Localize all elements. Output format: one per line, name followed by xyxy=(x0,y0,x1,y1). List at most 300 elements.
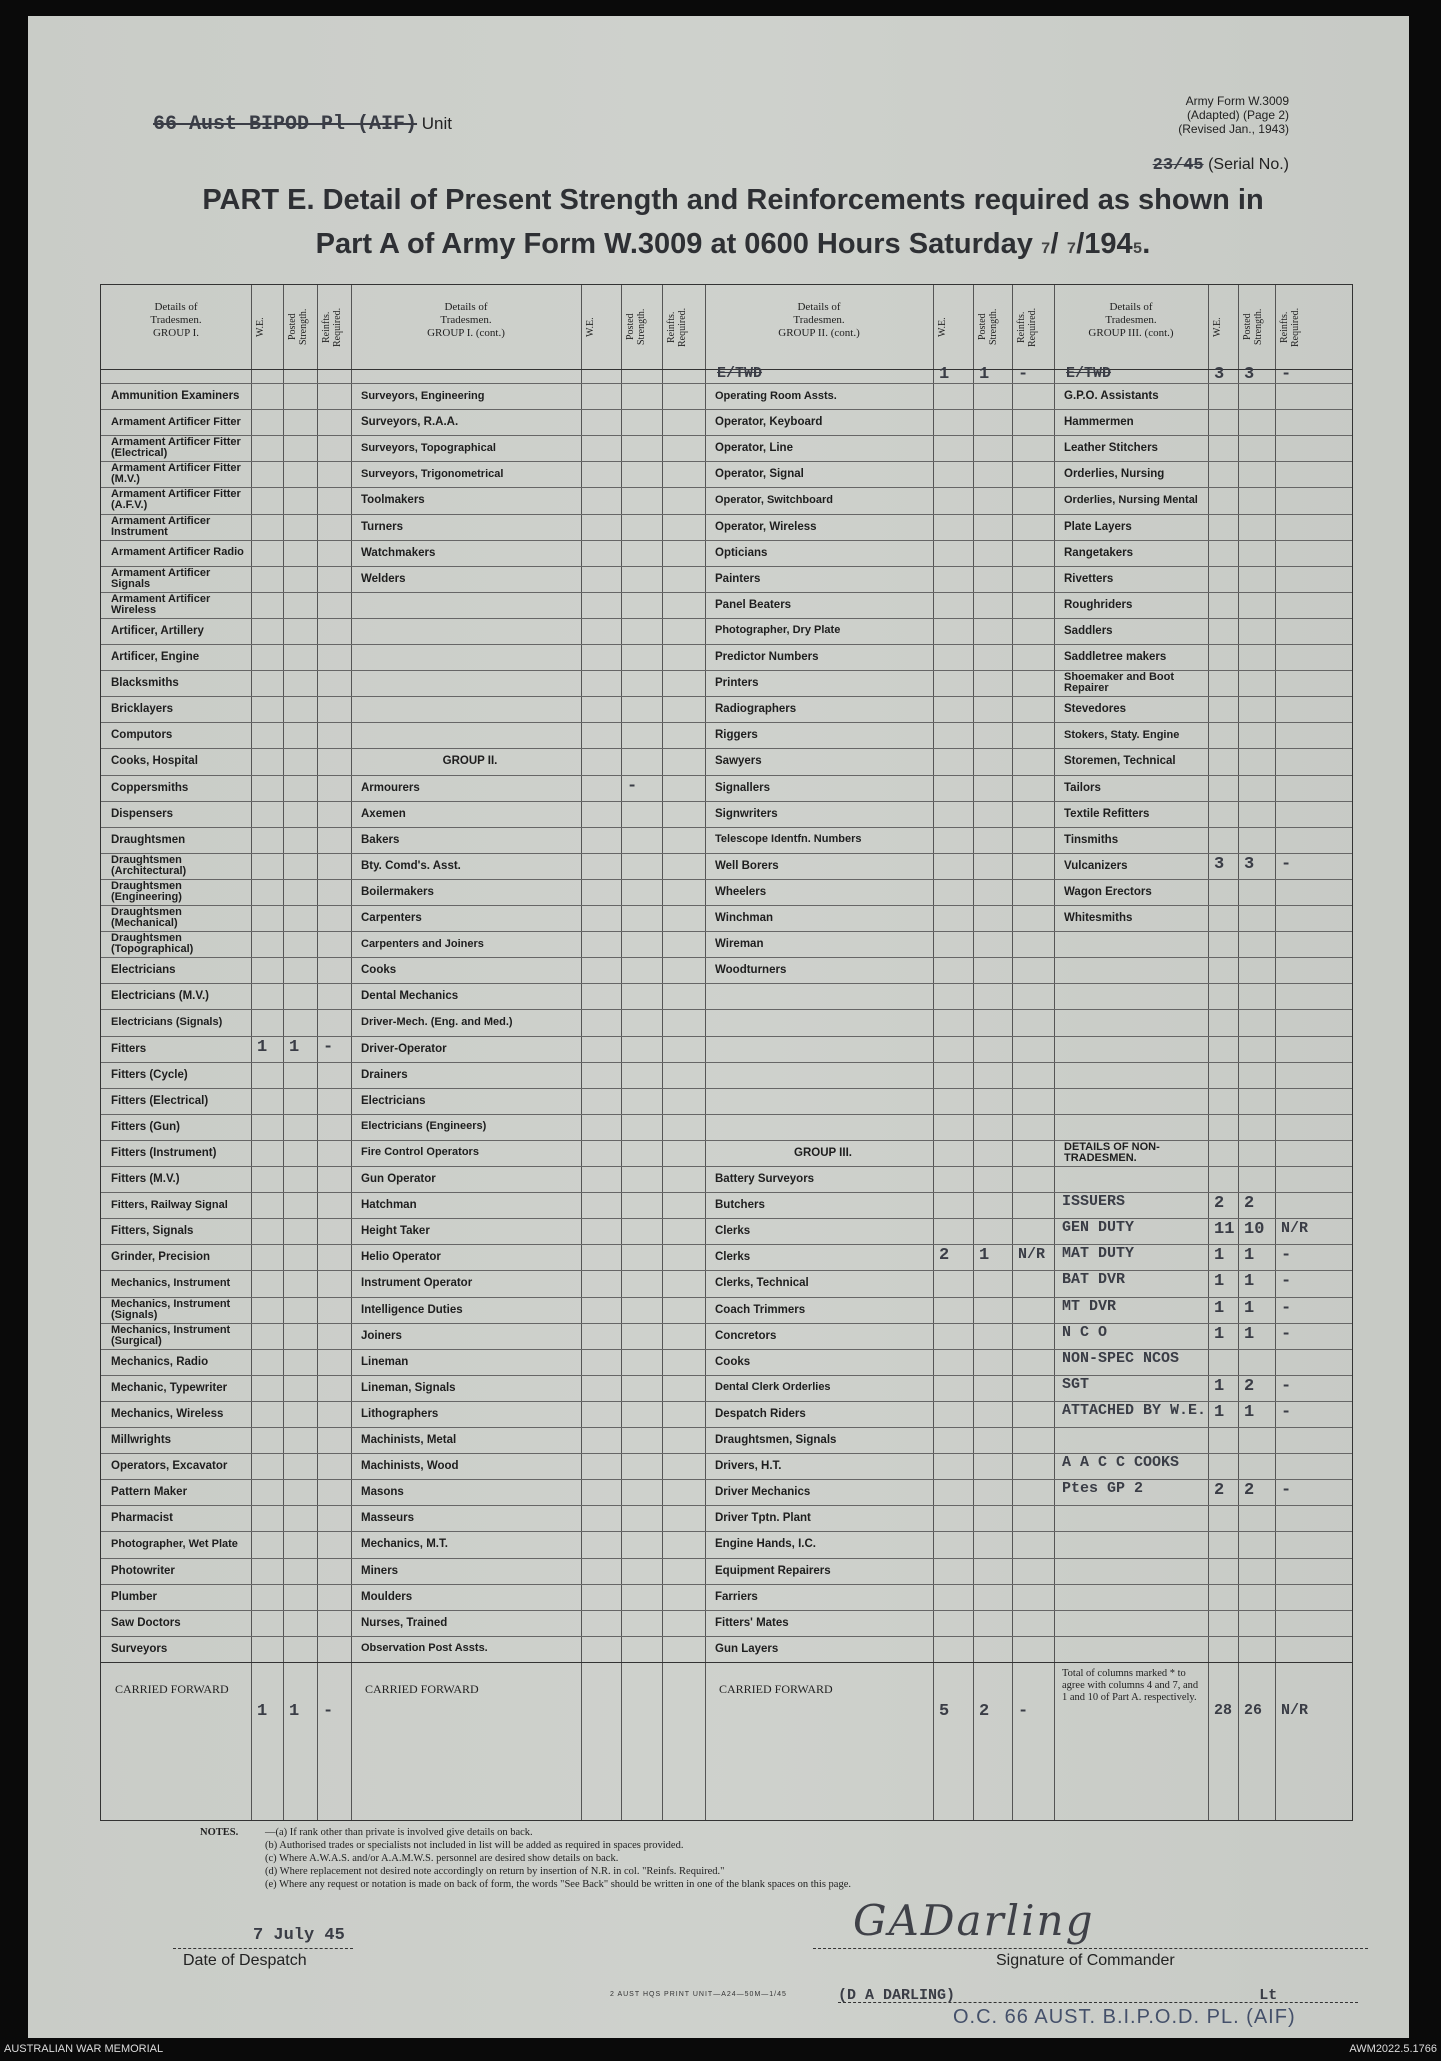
note-b: (b) Authorised trades or specialists not included in list will be added as required in spaces provided. xyxy=(265,1840,684,1851)
subcolumn-header-we: W.E. xyxy=(937,317,948,337)
archive-footer xyxy=(0,2039,1441,2061)
trade-label: Fitters (Instrument) xyxy=(111,1146,217,1159)
commander-line xyxy=(838,2002,1358,2003)
despatch-line xyxy=(173,1948,353,1949)
trade-label: Predictor Numbers xyxy=(715,651,819,664)
trade-label: Wheelers xyxy=(715,885,767,898)
trade-label: GROUP III. xyxy=(794,1146,852,1159)
strength-value: - xyxy=(1281,1324,1292,1344)
strength-value: 1 xyxy=(1214,1324,1225,1344)
trade-label: Photographer, Dry Plate xyxy=(715,624,841,637)
trade-label: Saw Doctors xyxy=(111,1616,181,1629)
strength-value: - xyxy=(323,1037,334,1057)
trade-label: Farriers xyxy=(715,1590,758,1603)
strength-value: 11 xyxy=(1214,1220,1235,1240)
total-note: Total of columns marked * to agree with columns 4 and 7, and 1 and 10 of Part A. respectively. xyxy=(1062,1667,1199,1703)
strength-value: - xyxy=(1281,1298,1292,1318)
trade-label: Computors xyxy=(111,729,173,742)
trade-label: Concretors xyxy=(715,1329,777,1342)
trade-label: Pattern Maker xyxy=(111,1486,188,1499)
trade-label: GROUP II. xyxy=(442,755,498,768)
trade-label: Hatchman xyxy=(361,1199,417,1212)
trade-label: Operating Room Assts. xyxy=(715,389,837,402)
trade-label: Fitters (M.V.) xyxy=(111,1173,180,1186)
trade-label: Bakers xyxy=(361,833,400,846)
trade-label: Mechanics, Instrument (Surgical) xyxy=(111,1323,231,1347)
serial-value: 23/45 xyxy=(1152,156,1204,175)
trade-label: Battery Surveyors xyxy=(715,1173,815,1186)
strength-value: 3 xyxy=(1244,854,1255,874)
trade-label: Axemen xyxy=(361,807,406,820)
trade-label: Surveyors, R.A.A. xyxy=(361,416,459,429)
strength-value: - xyxy=(1018,365,1029,384)
trade-label: Coach Trimmers xyxy=(715,1303,806,1316)
strength-value: 1 xyxy=(1214,1272,1225,1292)
trade-label: Operator, Switchboard xyxy=(715,493,833,506)
footer-left: AUSTRALIAN WAR MEMORIAL xyxy=(4,2043,164,2055)
trade-label: Armament Artificer Fitter (A.F.V.) xyxy=(111,488,241,512)
title-month: 7 xyxy=(1066,240,1077,258)
trade-label: Millwrights xyxy=(111,1434,172,1447)
notes-label: NOTES. xyxy=(200,1827,239,1838)
trade-label: Electricians (M.V.) xyxy=(111,990,210,1003)
trade-label: Hammermen xyxy=(1064,416,1134,429)
trade-label: Rangetakers xyxy=(1064,546,1134,559)
trade-label: Grinder, Precision xyxy=(111,1251,211,1264)
commander-stamp: O.C. 66 AUST. B.I.P.O.D. PL. (AIF) xyxy=(953,2006,1296,2028)
trade-label: Pharmacist xyxy=(111,1512,174,1525)
column-divider xyxy=(662,285,663,1820)
trade-label: Printers xyxy=(715,677,759,690)
trade-label: Painters xyxy=(715,572,761,585)
title-line1: PART E. Detail of Present Strength and Reinforcements required as shown in xyxy=(202,184,1264,216)
trade-label: Saddletree makers xyxy=(1064,651,1167,664)
trade-label: Winchman xyxy=(715,912,774,925)
trade-label: Ammunition Examiners xyxy=(111,390,240,403)
row-divider xyxy=(101,1062,1352,1063)
carried-forward-value: 1 xyxy=(257,1701,268,1721)
trade-label: Clerks, Technical xyxy=(715,1277,809,1290)
trade-label: Riggers xyxy=(715,729,758,742)
carried-forward-value: 26 xyxy=(1244,1701,1263,1719)
trade-label: Tailors xyxy=(1064,781,1101,794)
trade-label: Orderlies, Nursing Mental xyxy=(1064,493,1198,506)
trade-label: Stokers, Staty. Engine xyxy=(1064,728,1180,741)
trade-label: Height Taker xyxy=(361,1225,430,1238)
trade-label: Lineman, Signals xyxy=(361,1381,456,1394)
trade-label: Fitters xyxy=(111,1042,147,1055)
title-end: . xyxy=(1142,228,1151,260)
carried-forward-label: CARRIED FORWARD xyxy=(719,1681,833,1696)
trade-label: Miners xyxy=(361,1564,399,1577)
strength-value: 1 xyxy=(289,1037,300,1057)
trade-label: Mechanics, M.T. xyxy=(361,1538,448,1551)
carried-forward-value: 28 xyxy=(1214,1701,1233,1719)
trade-label: Artificer, Artillery xyxy=(111,624,204,637)
trade-label: Cooks, Hospital xyxy=(111,755,198,768)
title-sep2: /194 xyxy=(1076,228,1133,260)
trade-label: Sawyers xyxy=(715,755,762,768)
strength-value: 1 xyxy=(979,365,990,384)
strength-value: N/R xyxy=(1018,1246,1046,1264)
column-header xyxy=(351,301,581,340)
trade-label: Signallers xyxy=(715,781,770,794)
trade-label: Saddlers xyxy=(1064,624,1113,637)
despatch-date: 7 July 45 xyxy=(253,1926,345,1945)
strength-value: - xyxy=(1281,1246,1292,1266)
typed-trade-entry: E/TWD xyxy=(1066,365,1112,382)
trade-label: Photowriter xyxy=(111,1564,175,1577)
trade-label: Driver Tptn. Plant xyxy=(715,1512,811,1525)
strength-value: 1 xyxy=(1214,1376,1225,1396)
trade-label: Stevedores xyxy=(1064,703,1127,716)
title-line2 xyxy=(108,222,1358,271)
trade-label: Armament Artificer Fitter xyxy=(111,415,241,428)
typed-trade-entry: NON-SPEC NCOS xyxy=(1062,1349,1180,1367)
trade-label: Masons xyxy=(361,1486,404,1499)
trade-label: Cooks xyxy=(715,1355,751,1368)
trade-label: Fitters, Railway Signal xyxy=(111,1198,228,1211)
trade-label: Panel Beaters xyxy=(715,598,792,611)
note-a: —(a) If rank other than private is involved give details on back. xyxy=(265,1827,533,1838)
strength-value: - xyxy=(1281,1376,1292,1396)
strength-value: 2 xyxy=(1214,1481,1225,1501)
strength-value: 1 xyxy=(979,1246,990,1266)
trade-label: Wireman xyxy=(715,938,764,951)
trade-label: Mechanics, Instrument xyxy=(111,1276,231,1289)
column-header-group: GROUP I. xyxy=(152,327,200,339)
trade-label: Turners xyxy=(361,520,403,533)
form-page xyxy=(28,16,1409,2038)
trade-label: Carpenters xyxy=(361,912,422,925)
typed-trade-entry: MT DVR xyxy=(1062,1297,1117,1315)
trade-label: Gun Layers xyxy=(715,1642,779,1655)
column-divider xyxy=(1054,285,1055,1820)
title-line2-text: Part A of Army Form W.3009 at 0600 Hours Saturday xyxy=(315,228,1033,260)
trade-label: Driver Mechanics xyxy=(715,1486,811,1499)
typed-trade-entry: SGT xyxy=(1062,1375,1090,1393)
trade-label: Clerks xyxy=(715,1225,751,1238)
trade-label: Fitters, Signals xyxy=(111,1225,194,1238)
trade-label: Artificer, Engine xyxy=(111,651,200,664)
trade-label: Armament Artificer Fitter (M.V.) xyxy=(111,462,241,486)
strength-value: 10 xyxy=(1244,1220,1265,1240)
trade-label: Instrument Operator xyxy=(361,1277,473,1290)
trade-label: Orderlies, Nursing xyxy=(1064,468,1165,481)
trade-label: Fitters (Electrical) xyxy=(111,1094,209,1107)
title-sep1: / xyxy=(1050,228,1059,260)
trade-label: Operators, Excavator xyxy=(111,1460,228,1473)
trade-label: Fitters (Cycle) xyxy=(111,1068,188,1081)
trade-label: Lineman xyxy=(361,1355,409,1368)
serial-number xyxy=(1153,156,1289,175)
trade-label: Mechanic, Typewriter xyxy=(111,1381,228,1394)
strength-value: 2 xyxy=(1244,1376,1255,1396)
unit-line xyxy=(153,113,452,136)
trade-label: Mechanics, Instrument (Signals) xyxy=(111,1297,231,1321)
trade-label: Blacksmiths xyxy=(111,677,179,690)
trade-label: Plumber xyxy=(111,1590,158,1603)
trade-label: Dental Clerk Orderlies xyxy=(715,1381,831,1394)
strength-value: 1 xyxy=(1214,1402,1225,1422)
carried-forward-label: CARRIED FORWARD xyxy=(365,1681,479,1696)
form-id-line2: (Adapted) (Page 2) xyxy=(1186,108,1289,122)
trade-label: Armament Artificer Radio xyxy=(111,546,244,559)
carried-forward-value: 5 xyxy=(939,1701,950,1721)
column-divider xyxy=(317,285,318,1820)
trade-label: Cooks xyxy=(361,964,397,977)
column-divider xyxy=(1275,285,1276,1820)
column-header xyxy=(1054,301,1208,340)
trade-label: Coppersmiths xyxy=(111,781,189,794)
strength-value: N/R xyxy=(1281,1220,1309,1238)
column-header-title: Details of Tradesmen. xyxy=(1105,301,1157,326)
strength-value: 1 xyxy=(939,365,950,384)
carried-forward-label: CARRIED FORWARD xyxy=(115,1681,229,1696)
trade-label: Despatch Riders xyxy=(715,1407,806,1420)
trade-label: Joiners xyxy=(361,1329,402,1342)
trade-label: Armament Artificer Instrument xyxy=(111,514,211,538)
trade-label: Equipment Repairers xyxy=(715,1564,831,1577)
row-divider xyxy=(101,1088,1352,1089)
typed-trade-entry: GEN DUTY xyxy=(1062,1219,1135,1237)
strength-value: - xyxy=(1281,1481,1292,1501)
signature-line xyxy=(813,1948,1368,1949)
strength-value: 1 xyxy=(1214,1246,1225,1266)
typed-trade-entry: N C O xyxy=(1062,1323,1108,1341)
trade-label: Lithographers xyxy=(361,1407,439,1420)
trade-label: Machinists, Metal xyxy=(361,1434,457,1447)
trade-label: Operator, Keyboard xyxy=(715,416,823,429)
trade-label: Armourers xyxy=(361,781,420,794)
subcolumn-header-rr: Reinfts. Required. xyxy=(321,307,343,347)
trade-label: Tinsmiths xyxy=(1064,833,1119,846)
typed-trade-entry: ATTACHED BY W.E. xyxy=(1062,1401,1207,1419)
strength-value: 3 xyxy=(1214,365,1225,384)
trade-label: Observation Post Assts. xyxy=(361,1642,488,1655)
trade-label: Draughtsmen, Signals xyxy=(715,1434,837,1447)
trade-label: Telescope Identfn. Numbers xyxy=(715,833,862,846)
subcolumn-header-rr: Reinfts. Required. xyxy=(1016,307,1038,347)
column-divider xyxy=(351,285,352,1820)
trade-label: Draughtsmen (Topographical) xyxy=(111,932,194,956)
subcolumn-header-we: W.E. xyxy=(1212,317,1223,337)
trade-label: Draughtsmen (Engineering) xyxy=(111,879,182,903)
typed-trade-entry: A A C C COOKS xyxy=(1062,1454,1180,1472)
trade-label: Toolmakers xyxy=(361,494,425,507)
trade-label: Welders xyxy=(361,572,406,585)
trade-label: Boilermakers xyxy=(361,885,434,898)
note-c: (c) Where A.W.A.S. and/or A.A.M.W.S. personnel are desired show details on back. xyxy=(265,1853,619,1864)
trade-label: Drainers xyxy=(361,1068,408,1081)
column-divider xyxy=(705,285,706,1820)
column-header-group: GROUP III. (cont.) xyxy=(1088,327,1174,339)
trade-label: Electricians xyxy=(361,1094,426,1107)
row-divider xyxy=(101,1114,1352,1115)
commander-rank: Lt xyxy=(1259,1987,1278,2004)
trade-label: Fitters' Mates xyxy=(715,1616,789,1629)
column-divider xyxy=(1208,285,1209,1820)
trade-label: Operator, Line xyxy=(715,442,793,455)
trade-label: Carpenters and Joiners xyxy=(361,937,484,950)
title-day: 7 xyxy=(1040,240,1051,258)
trade-label: Surveyors xyxy=(111,1642,168,1655)
typed-trade-entry: BAT DVR xyxy=(1062,1271,1126,1289)
carried-forward-value: - xyxy=(323,1701,334,1721)
trade-label: Plate Layers xyxy=(1064,520,1132,533)
column-divider xyxy=(283,285,284,1820)
strength-value: 3 xyxy=(1214,854,1225,874)
trade-label: Dental Mechanics xyxy=(361,990,459,1003)
note-d: (d) Where replacement not desired note accordingly on return by insertion of N.R. in col. "Reinfs. Required." xyxy=(265,1866,725,1877)
trade-label: G.P.O. Assistants xyxy=(1064,390,1159,403)
trade-label: Armament Artificer Signals xyxy=(111,566,211,590)
trade-label: Vulcanizers xyxy=(1064,859,1128,872)
column-divider xyxy=(1012,285,1013,1820)
trade-label: Engine Hands, I.C. xyxy=(715,1538,816,1551)
trade-label: Mechanics, Radio xyxy=(111,1355,209,1368)
row-divider xyxy=(101,1009,1352,1010)
trade-label: Well Borers xyxy=(715,859,779,872)
row-divider xyxy=(101,1036,1352,1037)
note-e: (e) Where any request or notation is made on back of form, the words "See Back" should be written in one of the blank spaces on this page. xyxy=(265,1879,852,1890)
subcolumn-header-we: W.E. xyxy=(585,317,596,337)
subcolumn-header-we: W.E. xyxy=(255,317,266,337)
trade-label: Electricians xyxy=(111,964,176,977)
strength-value: - xyxy=(1281,854,1292,874)
trade-label: Armament Artificer Fitter (Electrical) xyxy=(111,436,241,460)
title-year-digit: 5 xyxy=(1132,240,1143,258)
form-identifier xyxy=(1178,94,1289,136)
trade-label: Roughriders xyxy=(1064,598,1133,611)
commander-signature: GADarling xyxy=(853,1896,1095,1945)
column-divider xyxy=(251,285,252,1820)
trade-label: Draughtsmen xyxy=(111,833,186,846)
column-header xyxy=(101,301,251,340)
column-divider xyxy=(1238,285,1239,1820)
typed-trade-entry: ISSUERS xyxy=(1062,1193,1126,1211)
unit-label: Unit xyxy=(421,114,453,133)
trade-label: Armament Artificer Wireless xyxy=(111,592,211,616)
trade-label: Woodturners xyxy=(715,964,787,977)
trade-label: Storemen, Technical xyxy=(1064,755,1176,768)
column-header-group: GROUP I. (cont.) xyxy=(427,327,505,339)
strength-value: 2 xyxy=(939,1246,950,1266)
strength-value: - xyxy=(627,776,638,796)
trade-label: Intelligence Duties xyxy=(361,1303,463,1316)
trade-label: Butchers xyxy=(715,1199,765,1212)
column-divider xyxy=(933,285,934,1820)
column-divider xyxy=(581,285,582,1820)
row-divider xyxy=(101,983,1352,984)
trade-label: Nurses, Trained xyxy=(361,1616,448,1629)
typed-trade-entry: E/TWD xyxy=(717,365,763,382)
column-divider xyxy=(621,285,622,1820)
trade-label: Driver-Operator xyxy=(361,1042,447,1055)
column-header-title: Details of Tradesmen. xyxy=(150,301,202,326)
trade-label: Helio Operator xyxy=(361,1251,441,1264)
subcolumn-header-ps: Posted Strength. xyxy=(287,308,309,346)
trade-label: Drivers, H.T. xyxy=(715,1460,782,1473)
trade-label: Draughtsmen (Mechanical) xyxy=(111,906,182,930)
trade-label: Masseurs xyxy=(361,1512,415,1525)
subcolumn-header-rr: Reinfts. Required. xyxy=(666,307,688,347)
trade-label: Driver-Mech. (Eng. and Med.) xyxy=(361,1015,513,1028)
strength-value: 2 xyxy=(1244,1481,1255,1501)
strength-value: - xyxy=(1281,1402,1292,1422)
typed-trade-entry: MAT DUTY xyxy=(1062,1245,1135,1263)
column-divider xyxy=(973,285,974,1820)
trade-label: Bricklayers xyxy=(111,703,174,716)
row-divider xyxy=(101,1662,1352,1663)
footer-right: AWM2022.5.1766 xyxy=(1349,2043,1437,2055)
column-header-title: Details of Tradesmen. xyxy=(793,301,845,326)
subcolumn-header-ps: Posted Strength. xyxy=(1242,308,1264,346)
trade-label: Surveyors, Trigonometrical xyxy=(361,467,504,480)
trade-label: Fire Control Operators xyxy=(361,1146,479,1159)
trade-label: Signwriters xyxy=(715,807,778,820)
trade-label: Operator, Wireless xyxy=(715,520,817,533)
strength-value: - xyxy=(1281,365,1292,384)
trade-label: Watchmakers xyxy=(361,546,436,559)
strength-value: 1 xyxy=(257,1037,268,1057)
trade-label: Dispensers xyxy=(111,807,174,820)
printer-imprint: 2 AUST HQS PRINT UNIT—A24—50M—1/45 xyxy=(610,1991,787,1998)
column-header-title: Details of Tradesmen. xyxy=(440,301,492,326)
strength-value: 2 xyxy=(1214,1194,1225,1214)
trade-label: Electricians (Engineers) xyxy=(361,1120,487,1133)
typed-trade-entry: Ptes GP 2 xyxy=(1062,1480,1144,1498)
trade-label: Clerks xyxy=(715,1251,751,1264)
trade-label: Moulders xyxy=(361,1590,413,1603)
strength-value: 1 xyxy=(1214,1298,1225,1318)
unit-name: 66 Aust BIPOD Pl (AIF) xyxy=(153,113,418,136)
column-header-group: GROUP II. (cont.) xyxy=(778,327,860,339)
serial-label: (Serial No.) xyxy=(1208,156,1289,173)
trade-label: Bty. Comd's. Asst. xyxy=(361,859,461,872)
column-header xyxy=(705,301,933,340)
carried-forward-value: 2 xyxy=(979,1701,990,1721)
strength-value: 1 xyxy=(1244,1298,1255,1318)
trade-label: Operator, Signal xyxy=(715,468,804,481)
signature-label: Signature of Commander xyxy=(996,1952,1175,1969)
strength-value: 1 xyxy=(1244,1324,1255,1344)
subcolumn-header-rr: Reinfts. Required. xyxy=(1279,307,1301,347)
trade-label: Draughtsmen (Architectural) xyxy=(111,853,187,877)
trade-label: Wagon Erectors xyxy=(1064,885,1152,898)
trade-label: Opticians xyxy=(715,546,768,559)
trade-label: Machinists, Wood xyxy=(361,1460,459,1473)
strength-value: 1 xyxy=(1244,1246,1255,1266)
trade-label: Surveyors, Engineering xyxy=(361,389,485,402)
carried-forward-value: 1 xyxy=(289,1701,300,1721)
trade-label: Leather Stitchers xyxy=(1064,442,1158,455)
carried-forward-value: N/R xyxy=(1281,1701,1309,1719)
trade-label: DETAILS OF NON-TRADESMEN. xyxy=(1064,1140,1160,1164)
commander-name-text: (D A DARLING) xyxy=(838,1987,956,2004)
trade-label: Gun Operator xyxy=(361,1173,436,1186)
subcolumn-header-ps: Posted Strength. xyxy=(977,308,999,346)
trade-label: Electricians (Signals) xyxy=(111,1015,223,1028)
trade-label: Rivetters xyxy=(1064,572,1114,585)
strength-value: 1 xyxy=(1244,1402,1255,1422)
trade-label: Surveyors, Topographical xyxy=(361,441,496,454)
despatch-label: Date of Despatch xyxy=(183,1952,307,1969)
strength-value: 1 xyxy=(1244,1272,1255,1292)
trade-label: Textile Refitters xyxy=(1064,807,1150,820)
strength-value: 2 xyxy=(1244,1194,1255,1214)
page-title xyxy=(108,178,1358,271)
